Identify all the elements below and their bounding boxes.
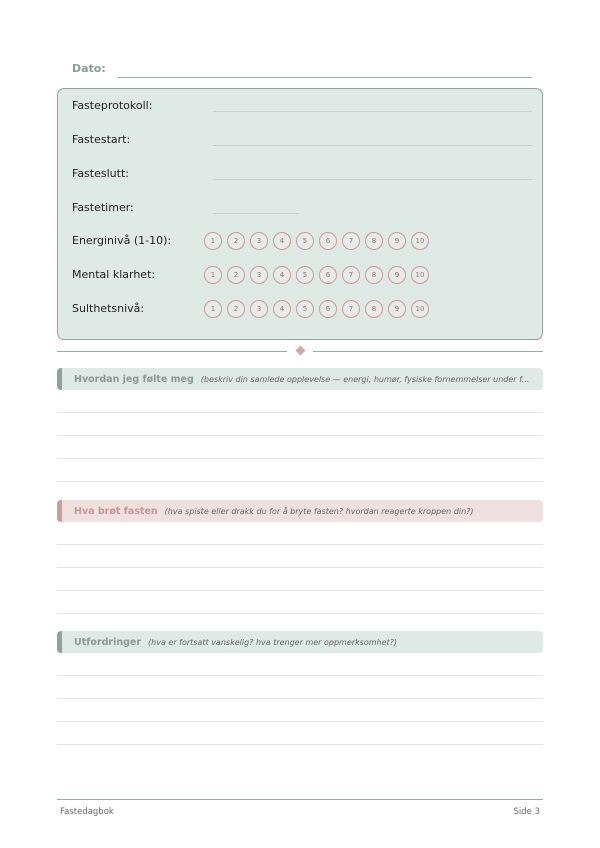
field-row-hours: [72, 199, 532, 219]
rating-option[interactable]: 9: [388, 232, 406, 250]
rating-scale: [204, 232, 429, 250]
section-break-fast: [57, 500, 543, 614]
page-number: Side 3: [513, 807, 540, 817]
rating-option[interactable]: 8: [365, 300, 383, 318]
section-feelings: [57, 368, 543, 482]
footer-rule: [57, 799, 543, 800]
rating-option[interactable]: 7: [342, 266, 360, 284]
scale-row-hunger: [72, 300, 532, 320]
protocol-input-line[interactable]: [213, 111, 532, 112]
rating-option[interactable]: 10: [411, 300, 429, 318]
writing-line[interactable]: [57, 522, 543, 545]
section-title: Hvordan jeg følte meg: [74, 373, 194, 385]
writing-line[interactable]: [57, 413, 543, 436]
section-header: [57, 368, 543, 390]
rating-option[interactable]: 3: [250, 300, 268, 318]
rating-option[interactable]: 7: [342, 232, 360, 250]
divider-line-right: [313, 351, 543, 352]
rating-option[interactable]: 6: [319, 266, 337, 284]
rating-option[interactable]: 5: [296, 300, 314, 318]
rating-option[interactable]: 4: [273, 266, 291, 284]
rating-option[interactable]: 2: [227, 266, 245, 284]
field-label: Fasteprotokoll:: [72, 99, 153, 112]
ornament-divider: [57, 350, 543, 354]
rating-option[interactable]: 10: [411, 232, 429, 250]
rating-option[interactable]: 3: [250, 266, 268, 284]
section-header: [57, 500, 543, 522]
date-input-line[interactable]: [118, 77, 532, 78]
rating-scale: [204, 300, 429, 318]
rating-option[interactable]: 9: [388, 266, 406, 284]
scale-label: Sulthetsnivå:: [72, 302, 145, 315]
writing-line[interactable]: [57, 568, 543, 591]
rating-option[interactable]: 8: [365, 266, 383, 284]
rating-option[interactable]: 10: [411, 266, 429, 284]
rating-option[interactable]: 7: [342, 300, 360, 318]
fasting-details-panel: [57, 88, 543, 340]
field-label: Fasteslutt:: [72, 167, 129, 180]
writing-line[interactable]: [57, 545, 543, 568]
writing-line[interactable]: [57, 722, 543, 745]
field-row-start: [72, 131, 532, 151]
writing-line[interactable]: [57, 676, 543, 699]
writing-line[interactable]: [57, 459, 543, 482]
rating-option[interactable]: 9: [388, 300, 406, 318]
rating-option[interactable]: 6: [319, 232, 337, 250]
scale-row-clarity: [72, 266, 532, 286]
rating-option[interactable]: 1: [204, 266, 222, 284]
rating-option[interactable]: 8: [365, 232, 383, 250]
section-hint: (hva spiste eller drakk du for å bryte fasten? hvordan reagerte kroppen din?): [164, 506, 474, 516]
writing-line[interactable]: [57, 653, 543, 676]
rating-option[interactable]: 4: [273, 300, 291, 318]
writing-line[interactable]: [57, 591, 543, 614]
rating-option[interactable]: 3: [250, 232, 268, 250]
hours-input-line[interactable]: [213, 213, 299, 214]
rating-option[interactable]: 5: [296, 232, 314, 250]
rating-option[interactable]: 1: [204, 232, 222, 250]
rating-option[interactable]: 4: [273, 232, 291, 250]
writing-line[interactable]: [57, 436, 543, 459]
diamond-icon: [296, 346, 306, 356]
rating-option[interactable]: 6: [319, 300, 337, 318]
writing-line[interactable]: [57, 390, 543, 413]
field-label: Fastetimer:: [72, 201, 134, 214]
scale-label: Mental klarhet:: [72, 268, 156, 281]
footer-title: Fastedagbok: [60, 807, 114, 817]
end-input-line[interactable]: [213, 179, 532, 180]
section-hint: (hva er fortsatt vanskelig? hva trenger mer oppmerksomhet?): [148, 637, 398, 647]
writing-line[interactable]: [57, 699, 543, 722]
rating-option[interactable]: 2: [227, 232, 245, 250]
field-row-end: [72, 165, 532, 185]
date-label: Dato:: [72, 62, 106, 75]
rating-scale: [204, 266, 429, 284]
rating-option[interactable]: 2: [227, 300, 245, 318]
rating-option[interactable]: 5: [296, 266, 314, 284]
section-title: Utfordringer: [74, 636, 142, 648]
section-challenges: [57, 631, 543, 745]
field-row-protocol: [72, 97, 532, 117]
scale-label: Energinivå (1-10):: [72, 234, 172, 247]
scale-row-energy: [72, 232, 532, 252]
start-input-line[interactable]: [213, 145, 532, 146]
rating-option[interactable]: 1: [204, 300, 222, 318]
field-label: Fastestart:: [72, 133, 131, 146]
section-title: Hva brøt fasten: [74, 505, 158, 517]
date-row: [72, 62, 532, 80]
section-hint: (beskriv din samlede opplevelse — energi, humør, fysiske fornemmelser under f...: [200, 374, 530, 384]
section-header: [57, 631, 543, 653]
divider-line-left: [57, 351, 287, 352]
